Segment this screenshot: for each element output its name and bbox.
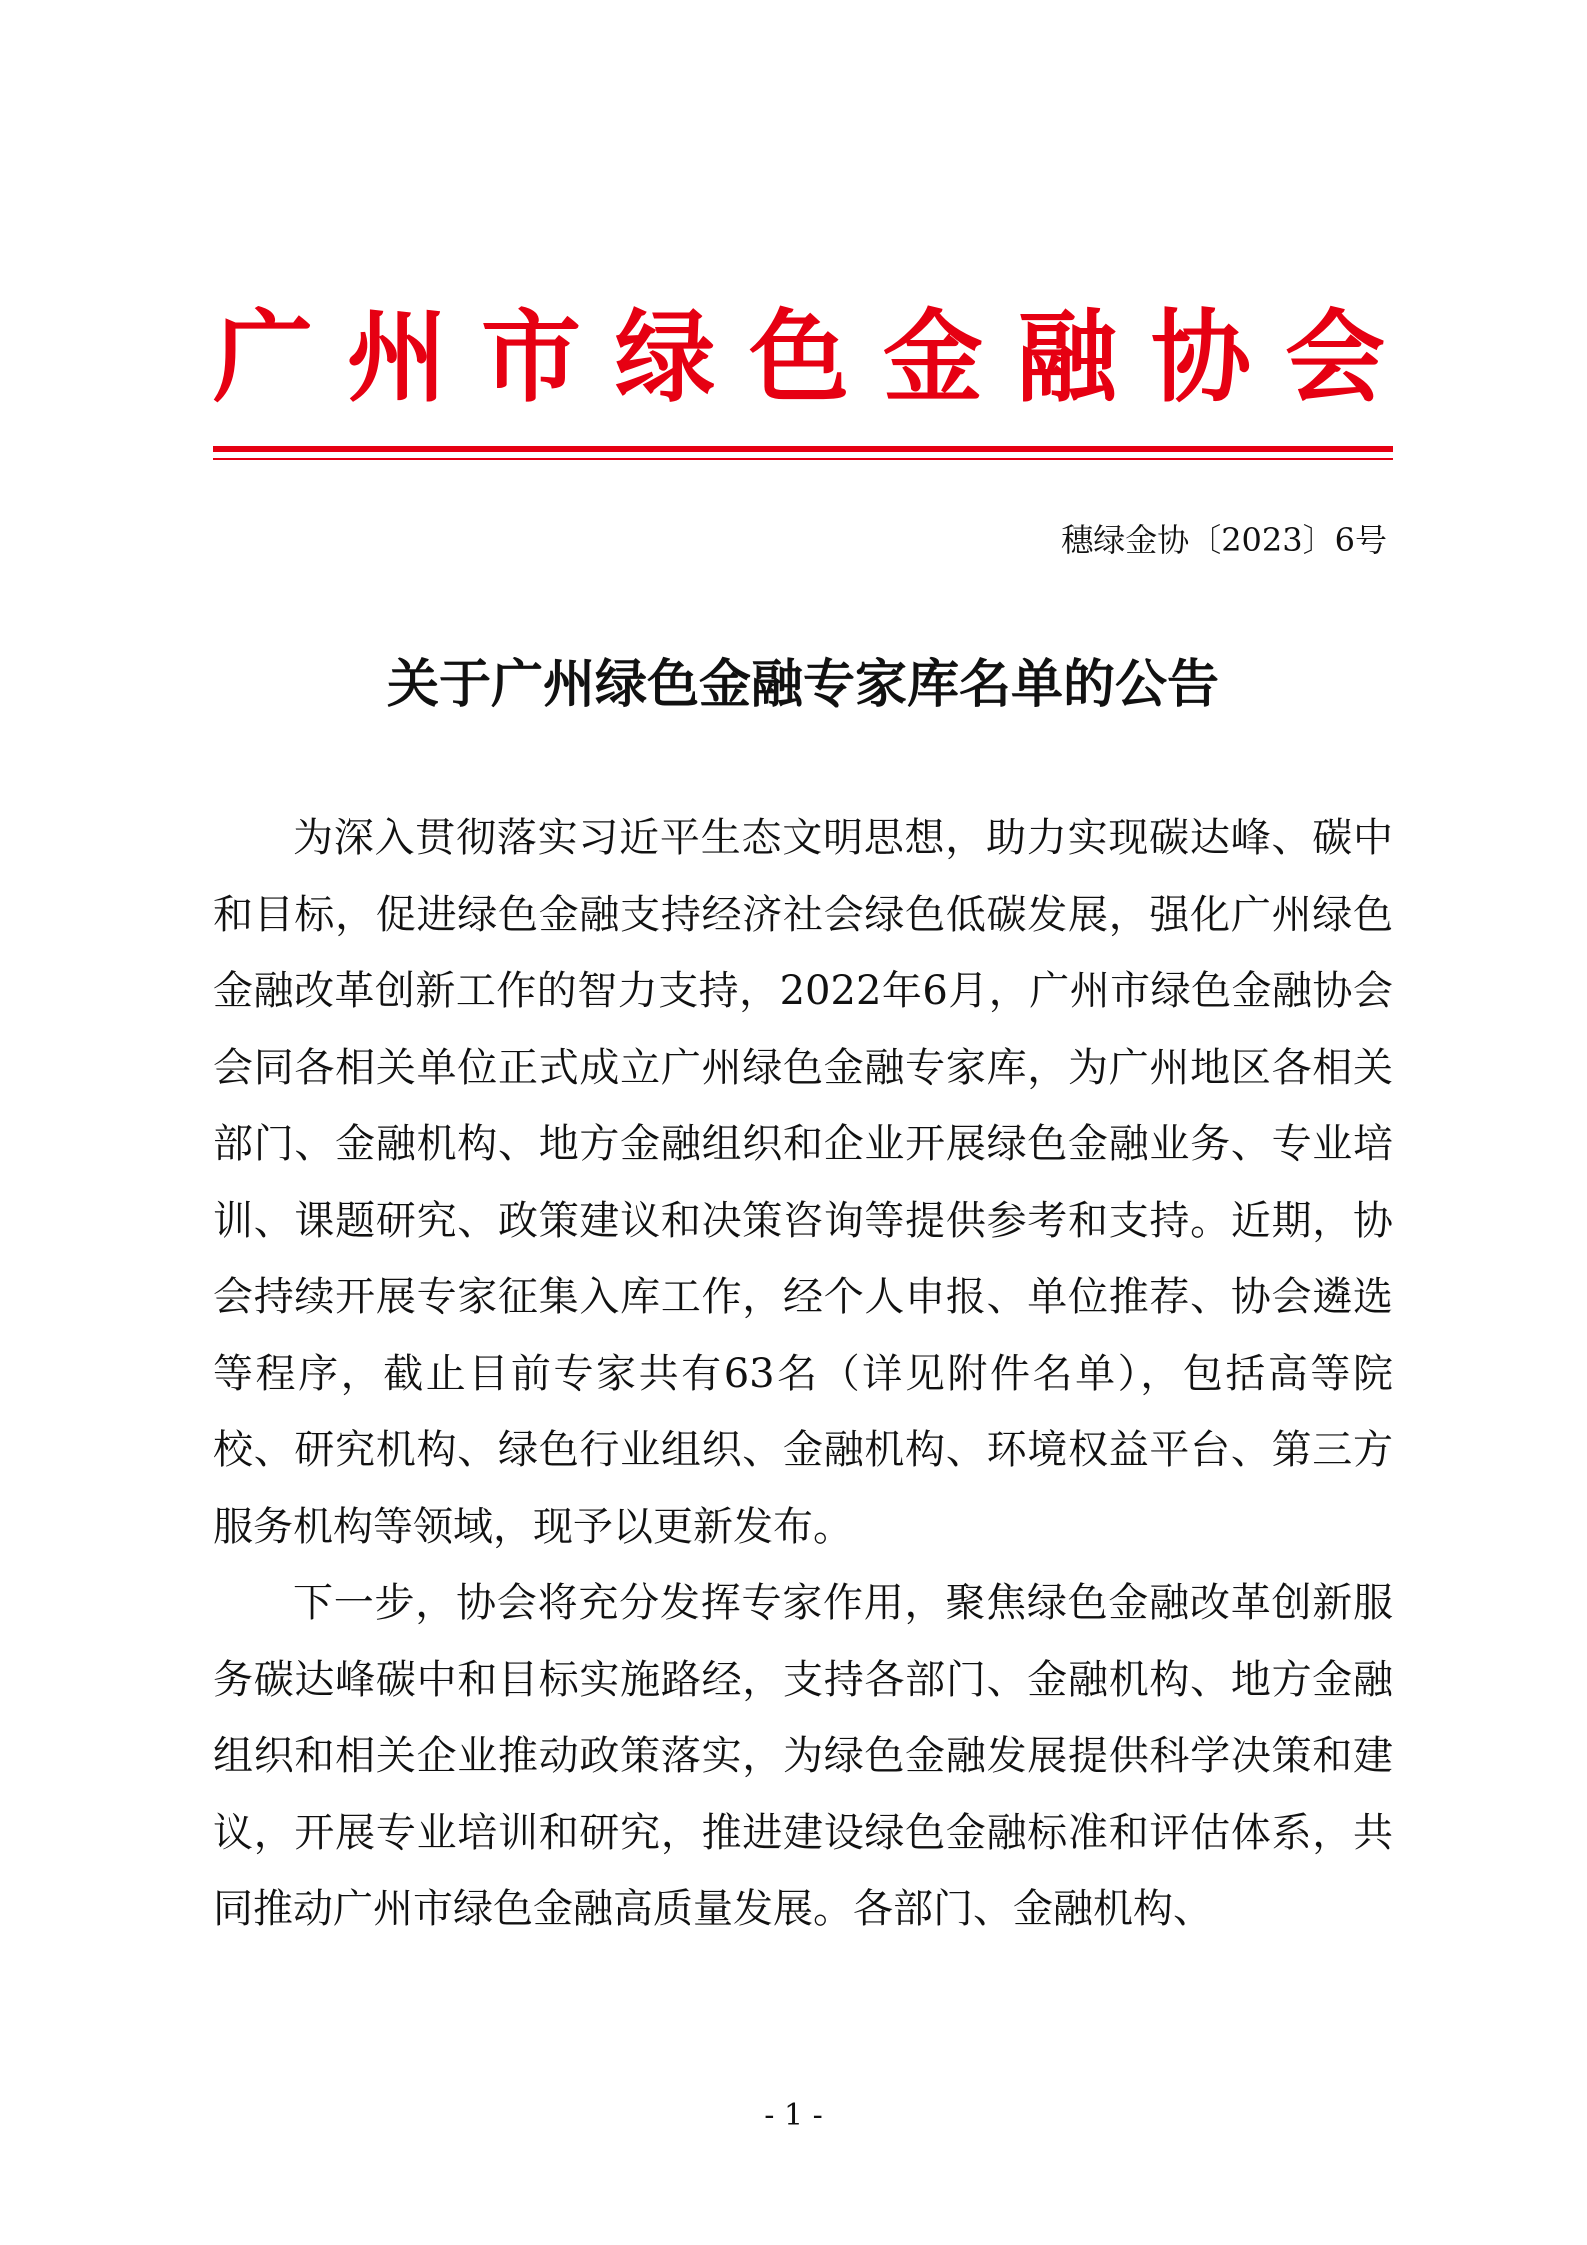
- masthead-rule-thick: [213, 446, 1393, 452]
- document-body: [213, 800, 1393, 1948]
- page-number: - 1 -: [764, 2098, 823, 2133]
- body-paragraph-2: 下一步，协会将充分发挥专家作用，聚焦绿色金融改革创新服务碳达峰碳中和目标实施路经，支持各部门、金融机构、地方金融组织和相关企业推动政策落实，为绿色金融发展提供科学决策和建议，开展专业培训和研究，推进建设绿色金融标准和评估体系，共同推动广州市绿色金融高质量发展。各部门、金融机构、: [213, 1580, 1393, 1932]
- masthead-rule-thin: [213, 458, 1393, 460]
- document-number: 穗绿金协〔2023〕6号: [1061, 521, 1387, 559]
- document-title: 关于广州绿色金融专家库名单的公告: [386, 654, 1219, 715]
- body-paragraph-1: 为深入贯彻落实习近平生态文明思想，助力实现碳达峰、碳中和目标，促进绿色金融支持经济社会绿色低碳发展，强化广州绿色金融改革创新工作的智力支持，2022年6月，广州市绿色金融协会会同各相关单位正式成立广州绿色金融专家库，为广州地区各相关部门、金融机构、地方金融组织和企业开展绿色金融业务、专业培训、课题研究、政策建议和决策咨询等提供参考和支持。近期，协会持续开展专家征集入库工作，经个人申报、单位推荐、协会遴选等程序，截止目前专家共有63名（详见附件名单），包括高等院校、研究机构、绿色行业组织、金融机构、环境权益平台、第三方服务机构等领域，现予以更新发布。: [213, 815, 1393, 1550]
- organization-masthead: 广州市绿色金融协会: [213, 298, 1419, 416]
